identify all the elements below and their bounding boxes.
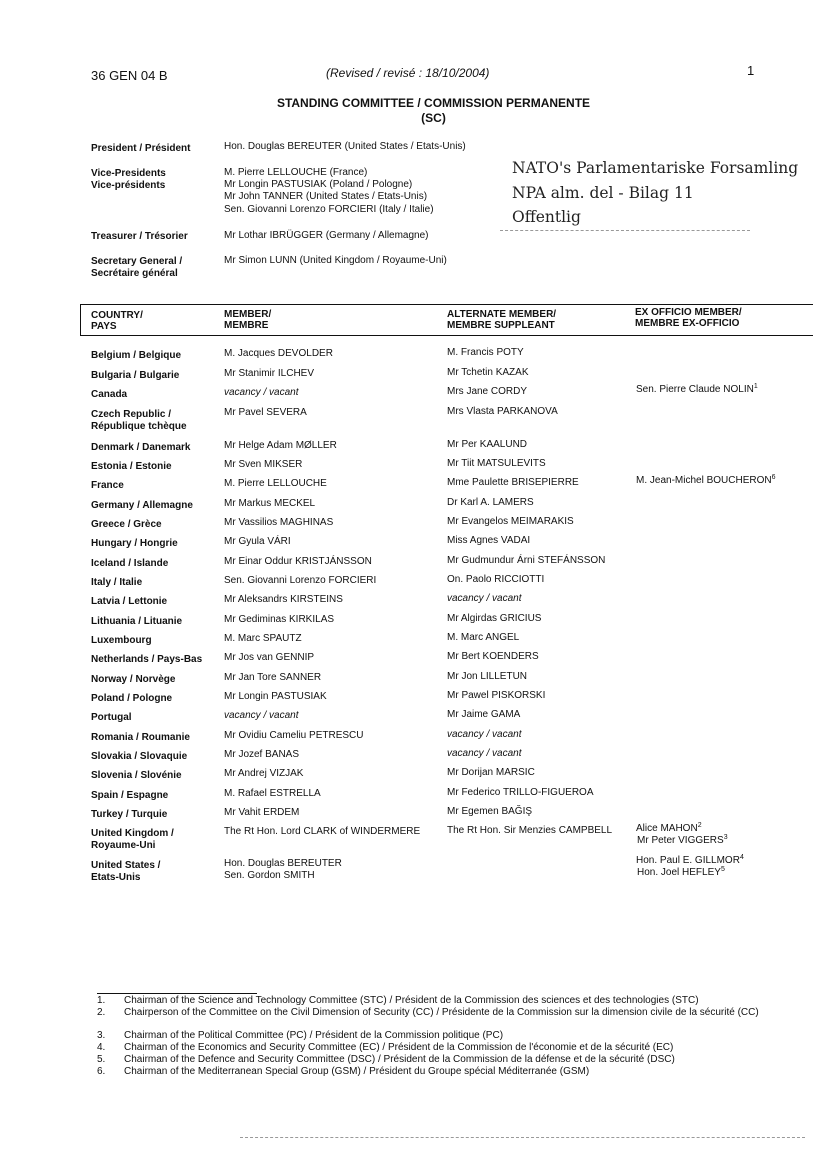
country-name: Turkey / Turquie bbox=[91, 809, 168, 820]
member-name: The Rt Hon. Lord CLARK of WINDERMERE bbox=[224, 826, 421, 837]
member-name: Mr Pavel SEVERA bbox=[224, 407, 307, 418]
stamp-line-3: Offentlig bbox=[512, 208, 581, 226]
bottom-scan-line bbox=[240, 1137, 805, 1138]
vice-president-value: Mr Longin PASTUSIAK (Poland / Pologne) bbox=[224, 179, 413, 190]
secretary-general-label: Secretary General / bbox=[91, 256, 183, 267]
alternate-member-name: Miss Agnes VADAI bbox=[447, 535, 531, 546]
alternate-member-name: Mr Pawel PISKORSKI bbox=[447, 690, 546, 701]
country-name: Canada bbox=[91, 389, 128, 400]
country-name: France bbox=[91, 480, 124, 491]
alternate-member-name: M. Marc ANGEL bbox=[447, 632, 520, 643]
country-name-fr: Royaume-Uni bbox=[91, 840, 156, 851]
footnote-marker: 3 bbox=[723, 834, 728, 841]
footnote-number: 5. bbox=[97, 1054, 106, 1065]
country-name: Romania / Roumanie bbox=[91, 732, 190, 743]
ex-officio-member bbox=[636, 823, 702, 836]
country-name: Netherlands / Pays-Bas bbox=[91, 654, 203, 665]
vice-president-value: M. Pierre LELLOUCHE (France) bbox=[224, 167, 368, 178]
alternate-member-name: The Rt Hon. Sir Menzies CAMPBELL bbox=[447, 825, 613, 836]
country-name: United Kingdom / bbox=[91, 828, 174, 839]
header-alternate: ALTERNATE MEMBER/ bbox=[447, 309, 557, 320]
footnote-marker: 1 bbox=[753, 383, 758, 390]
footnote-number: 1. bbox=[97, 995, 106, 1006]
country-name: Estonia / Estonie bbox=[91, 461, 172, 472]
country-name: Italy / Italie bbox=[91, 577, 143, 588]
document-reference: 36 GEN 04 B bbox=[91, 68, 168, 83]
alternate-member-name: Mr Egemen BAĞIŞ bbox=[447, 806, 533, 817]
alternate-member-name: Dr Karl A. LAMERS bbox=[447, 497, 534, 508]
country-name: Luxembourg bbox=[91, 635, 152, 646]
country-name: Poland / Pologne bbox=[91, 693, 173, 704]
alternate-member-name: Mr Dorijan MARSIC bbox=[447, 767, 535, 778]
footnote-marker: 4 bbox=[739, 854, 744, 861]
footnote-text: Chairman of the Mediterranean Special Group (GSM) / Président du Groupe spécial Méditerranée (GSM) bbox=[124, 1066, 590, 1077]
member-name: Mr Gediminas KIRKILAS bbox=[224, 614, 335, 625]
member-name: Mr Einar Oddur KRISTJÁNSSON bbox=[224, 556, 372, 567]
country-name: Germany / Allemagne bbox=[91, 500, 193, 511]
member-name: Mr Andrej VIZJAK bbox=[224, 768, 304, 779]
alternate-member-name: Mr Algirdas GRICIUS bbox=[447, 613, 542, 624]
alternate-member-name: Mr Gudmundur Árni STEFÁNSSON bbox=[447, 555, 606, 566]
member-name: Mr Markus MECKEL bbox=[224, 498, 316, 509]
ex-officio-member bbox=[636, 384, 758, 397]
country-name: Norway / Norvège bbox=[91, 674, 176, 685]
member-name: Sen. Giovanni Lorenzo FORCIERI bbox=[224, 575, 377, 586]
member-name: Mr Jan Tore SANNER bbox=[224, 672, 322, 683]
member-name: Mr Helge Adam MØLLER bbox=[224, 440, 337, 451]
country-name: Bulgaria / Bulgarie bbox=[91, 370, 180, 381]
header-alternate-fr: MEMBRE SUPPLEANT bbox=[447, 320, 555, 331]
country-name: Hungary / Hongrie bbox=[91, 538, 178, 549]
alternate-member-name: On. Paolo RICCIOTTI bbox=[447, 574, 545, 585]
footnote-marker: 5 bbox=[720, 866, 725, 873]
header-ex-officio-fr: MEMBRE EX-OFFICIO bbox=[635, 318, 740, 329]
country-name: Spain / Espagne bbox=[91, 790, 169, 801]
alternate-member-name: Mr Jon LILLETUN bbox=[447, 671, 528, 682]
president-value: Hon. Douglas BEREUTER (United States / Etats-Unis) bbox=[224, 141, 466, 152]
footnote-number: 6. bbox=[97, 1066, 106, 1077]
vice-president-value: Mr John TANNER (United States / Etats-Unis) bbox=[224, 191, 428, 202]
alternate-member-name: Mr Per KAALUND bbox=[447, 439, 528, 450]
secretary-general-value: Mr Simon LUNN (United Kingdom / Royaume-Uni) bbox=[224, 255, 447, 266]
header-ex-officio: EX OFFICIO MEMBER/ bbox=[635, 307, 742, 318]
footnote-text: Chairman of the Political Committee (PC) / Président de la Commission politique (PC) bbox=[124, 1030, 504, 1041]
footnote-marker: 2 bbox=[697, 822, 702, 829]
member-name: Mr Jozef BANAS bbox=[224, 749, 300, 760]
country-name: United States / bbox=[91, 860, 161, 871]
ex-officio-name: Mr Peter VIGGERS bbox=[637, 835, 724, 846]
stamp-underline bbox=[500, 230, 750, 231]
alternate-member-name: vacancy / vacant bbox=[447, 593, 522, 604]
revision-date: (Revised / revisé : 18/10/2004) bbox=[326, 66, 490, 80]
member-name: Hon. Douglas BEREUTER bbox=[224, 858, 342, 869]
member-name: vacancy / vacant bbox=[224, 710, 299, 721]
ex-officio-name: M. Jean-Michel BOUCHERON bbox=[636, 475, 772, 486]
page-title: STANDING COMMITTEE / COMMISSION PERMANENTE bbox=[276, 96, 591, 110]
country-name: Belgium / Belgique bbox=[91, 350, 182, 361]
ex-officio-name: Sen. Pierre Claude NOLIN bbox=[636, 384, 754, 395]
member-name: Sen. Gordon SMITH bbox=[224, 870, 315, 881]
president-label: President / Président bbox=[91, 143, 191, 154]
footnote-rule bbox=[97, 993, 257, 994]
ex-officio-name: Hon. Joel HEFLEY bbox=[637, 867, 721, 878]
treasurer-label: Treasurer / Trésorier bbox=[91, 231, 188, 242]
alternate-member-name: Mr Federico TRILLO-FIGUEROA bbox=[447, 787, 594, 798]
alternate-member-name: M. Francis POTY bbox=[447, 347, 524, 358]
member-name: Mr Stanimir ILCHEV bbox=[224, 368, 315, 379]
header-member: MEMBER/ bbox=[224, 309, 272, 320]
footnote-text: Chairman of the Science and Technology Committee (STC) / Président de la Commission des sciences et des technologies (STC) bbox=[124, 995, 699, 1006]
stamp-line-2: NPA alm. del - Bilag 11 bbox=[512, 184, 694, 202]
country-name-fr: Etats-Unis bbox=[91, 872, 141, 883]
header-country-fr: PAYS bbox=[91, 321, 117, 332]
member-name: vacancy / vacant bbox=[224, 387, 299, 398]
country-name: Iceland / Islande bbox=[91, 558, 169, 569]
vice-presidents-label-fr: Vice-présidents bbox=[91, 180, 166, 191]
country-name-fr: République tchèque bbox=[91, 421, 187, 432]
country-name: Slovenia / Slovénie bbox=[91, 770, 182, 781]
alternate-member-name: Mrs Jane CORDY bbox=[447, 386, 528, 397]
footnote-number: 2. bbox=[97, 1007, 106, 1018]
alternate-member-name: Mr Tchetin KAZAK bbox=[447, 367, 529, 378]
page-subtitle: (SC) bbox=[421, 111, 446, 125]
footnote-number: 4. bbox=[97, 1042, 106, 1053]
member-name: M. Marc SPAUTZ bbox=[224, 633, 302, 644]
member-name: Mr Vahit ERDEM bbox=[224, 807, 300, 818]
vice-presidents-label: Vice-Presidents bbox=[91, 168, 166, 179]
member-name: Mr Aleksandrs KIRSTEINS bbox=[224, 594, 343, 605]
footnote-number: 3. bbox=[97, 1030, 106, 1041]
ex-officio-name: Alice MAHON bbox=[636, 823, 698, 834]
ex-officio-name: Hon. Paul E. GILLMOR bbox=[636, 855, 740, 866]
country-name: Lithuania / Lituanie bbox=[91, 616, 183, 627]
secretary-general-label-fr: Secrétaire général bbox=[91, 268, 178, 279]
country-name: Greece / Grèce bbox=[91, 519, 162, 530]
treasurer-value: Mr Lothar IBRÜGGER (Germany / Allemagne) bbox=[224, 230, 429, 241]
alternate-member-name: vacancy / vacant bbox=[447, 729, 522, 740]
member-name: Mr Jos van GENNIP bbox=[224, 652, 315, 663]
member-name: M. Jacques DEVOLDER bbox=[224, 348, 333, 359]
member-name: M. Rafael ESTRELLA bbox=[224, 788, 321, 799]
member-name: M. Pierre LELLOUCHE bbox=[224, 478, 327, 489]
alternate-member-name: Mme Paulette BRISEPIERRE bbox=[447, 477, 579, 488]
country-name: Slovakia / Slovaquie bbox=[91, 751, 188, 762]
page-number: 1 bbox=[747, 63, 755, 78]
footnote-marker: 6 bbox=[771, 474, 776, 481]
member-name: Mr Longin PASTUSIAK bbox=[224, 691, 327, 702]
member-name: Mr Ovidiu Cameliu PETRESCU bbox=[224, 730, 364, 741]
member-name: Mr Sven MIKSER bbox=[224, 459, 303, 470]
footnote-text: Chairperson of the Committee on the Civil Dimension of Security (CC) / Présidente de la Commission sur la dimension civile de la sécurité (CC) bbox=[124, 1007, 759, 1018]
ex-officio-member bbox=[636, 475, 776, 488]
member-name: Mr Gyula VÁRI bbox=[224, 536, 291, 547]
member-name: Mr Vassilios MAGHINAS bbox=[224, 517, 334, 528]
alternate-member-name: Mr Jaime GAMA bbox=[447, 709, 521, 720]
alternate-member-name: Mr Tiit MATSULEVITS bbox=[447, 458, 546, 469]
alternate-member-name: Mr Bert KOENDERS bbox=[447, 651, 539, 662]
footnote-text: Chairman of the Defence and Security Committee (DSC) / Président de la Commission de la défense et de la sécurité (DSC) bbox=[124, 1054, 675, 1065]
country-name: Czech Republic / bbox=[91, 409, 172, 420]
vice-president-value: Sen. Giovanni Lorenzo FORCIERI (Italy / Italie) bbox=[224, 204, 434, 215]
country-name: Latvia / Lettonie bbox=[91, 596, 168, 607]
footnote-text: Chairman of the Economics and Security Committee (EC) / Président de la Commission de l'économie et de la sécurité (EC) bbox=[124, 1042, 674, 1053]
stamp-line-1: NATO's Parlamentariske Forsamling bbox=[512, 159, 799, 177]
ex-officio-member bbox=[637, 867, 725, 880]
ex-officio-member bbox=[636, 855, 744, 868]
ex-officio-member bbox=[637, 835, 728, 848]
alternate-member-name: Mrs Vlasta PARKANOVA bbox=[447, 406, 558, 417]
country-name: Denmark / Danemark bbox=[91, 442, 191, 453]
alternate-member-name: Mr Evangelos MEIMARAKIS bbox=[447, 516, 574, 527]
header-country: COUNTRY/ bbox=[91, 310, 143, 321]
alternate-member-name: vacancy / vacant bbox=[447, 748, 522, 759]
header-member-fr: MEMBRE bbox=[224, 320, 269, 331]
country-name: Portugal bbox=[91, 712, 132, 723]
